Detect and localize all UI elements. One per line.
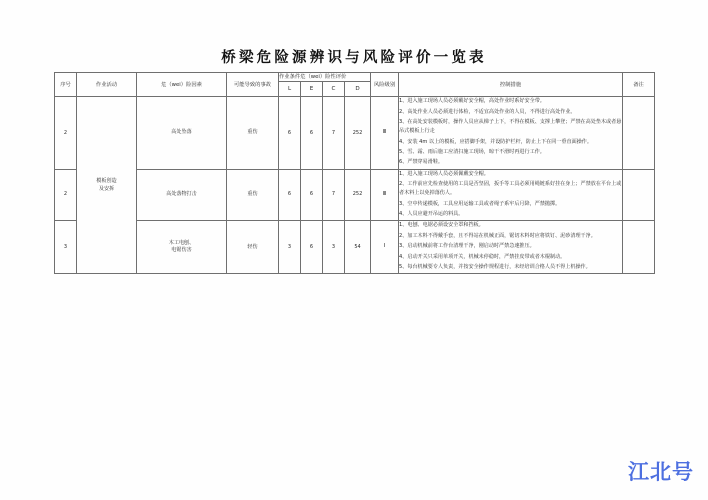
measure-item: 1、电刨、电锯必须设安全罩和挡板。 [399, 222, 484, 229]
header-hazard: 危（wei）险因素 [137, 73, 227, 97]
cell-risk-level: Ⅰ [371, 221, 399, 274]
header-sub-e: E [301, 82, 323, 97]
cell-remark [623, 221, 655, 274]
measure-item: 2、加工木料不得戴手套，且不得站在机械正面，锯切木料时应将铁钉、泥砂清理干净。 [399, 232, 596, 239]
cell-c: 7 [323, 97, 345, 169]
cell-control-measures [399, 169, 623, 221]
header-assessment: 作业条件危（wei）险性评价 [279, 73, 371, 82]
header-sub-c: C [323, 82, 345, 97]
cell-e: 6 [301, 97, 323, 169]
measure-item: 4、人员应避开吊运的料具。 [399, 210, 464, 217]
cell-l: 6 [279, 97, 301, 169]
header-level: 风险级别 [371, 73, 399, 97]
hazard-line-1: 木工电刨、 [168, 239, 195, 246]
header-measures: 控制措施 [399, 73, 623, 97]
table-row [55, 97, 655, 169]
activity-line-2: 及安拆 [98, 186, 115, 193]
measure-item: 3、空中传递模板，工具应用运输工具或者绳子系牢后月降，严禁抛掷。 [399, 200, 561, 207]
measure-item: 4、启动开关只采用单项开关，机械未停稳时，严禁挂皮带或者木棍制动。 [399, 253, 566, 260]
table-row [55, 169, 655, 221]
cell-activity-group [77, 97, 137, 274]
cell-control-measures [399, 97, 623, 169]
cell-l: 6 [279, 169, 301, 221]
watermark-logo: 江北号 [628, 460, 694, 484]
cell-accident: 重伤 [227, 97, 279, 169]
measure-item: 1、进入施工现场人员必须戴好安全帽，高处作业时系好安全带。 [399, 98, 545, 105]
cell-remark [623, 97, 655, 169]
measure-item: 1、进入施工现场人员必须佩戴安全帽。 [399, 170, 489, 177]
measure-item: 6、严禁穿易滑鞋。 [399, 159, 444, 166]
measure-item: 5、每台机械要专人负责，并按安全操作规程进行，未经培训合格人员不得上机操作。 [399, 263, 591, 270]
table-row [55, 221, 655, 274]
header-accident: 可能导致的事故 [227, 73, 279, 97]
header-seq: 序号 [55, 73, 77, 97]
cell-risk-level: Ⅲ [371, 169, 399, 221]
table-header-row-main [55, 73, 655, 82]
cell-hazard: 高处坠落 [137, 97, 227, 169]
cell-control-measures [399, 221, 623, 274]
cell-accident: 重伤 [227, 169, 279, 221]
cell-hazard [137, 221, 227, 274]
measure-item: 5、雪、霜、雨后施工应清扫施工现场，晾干不滑时再进行工作。 [399, 149, 545, 155]
cell-e: 6 [301, 221, 323, 274]
cell-l: 3 [279, 221, 301, 274]
cell-c: 3 [323, 221, 345, 274]
measure-item: 3、启动机械前将工作台清理干净，刚启动时严禁急速推压。 [399, 243, 535, 250]
cell-accident: 轻伤 [227, 221, 279, 274]
header-sub-d: D [345, 82, 371, 97]
header-activity: 作业活动 [77, 73, 137, 97]
measure-item: 3、在高处安装模板时，操作人员应从梯子上下，不得在模板、支撑上攀登；严禁在高处垫木或者悬吊式模板上行走 [399, 119, 622, 135]
activity-line-1: 模板创造 [96, 177, 117, 184]
cell-seq: 3 [55, 221, 77, 274]
cell-d: 252 [345, 97, 371, 169]
measure-item: 2、高处作业人员必须进行体检，不适宜高处作业的人员，不得进行高处作业。 [399, 108, 576, 115]
cell-risk-level: Ⅲ [371, 97, 399, 169]
risk-assessment-table [54, 72, 655, 274]
cell-d: 252 [345, 169, 371, 221]
hazard-line-2: 电锯伤害 [171, 247, 192, 254]
measure-item: 2、工作前应先检查使用的工具是否坚固，扳手等工具必须用绳链系好挂在身上；严禁放在平台上或者木料上以免掉落伤人。 [399, 181, 622, 197]
header-sub-l: L [279, 82, 301, 97]
cell-remark [623, 169, 655, 221]
cell-seq: 2 [55, 97, 77, 169]
cell-e: 6 [301, 169, 323, 221]
page-title: 桥梁危险源辨识与风险评价一览表 [221, 49, 487, 66]
cell-d: 54 [345, 221, 371, 274]
cell-seq: 2 [55, 169, 77, 221]
cell-c: 7 [323, 169, 345, 221]
header-remark: 备注 [623, 73, 655, 97]
measure-item: 4、安装 4m 以上的模板，应搭脚手架，并设防护栏杆，防止上下在同一垂直面操作。 [399, 138, 592, 145]
cell-hazard: 高处落物打击 [137, 169, 227, 221]
